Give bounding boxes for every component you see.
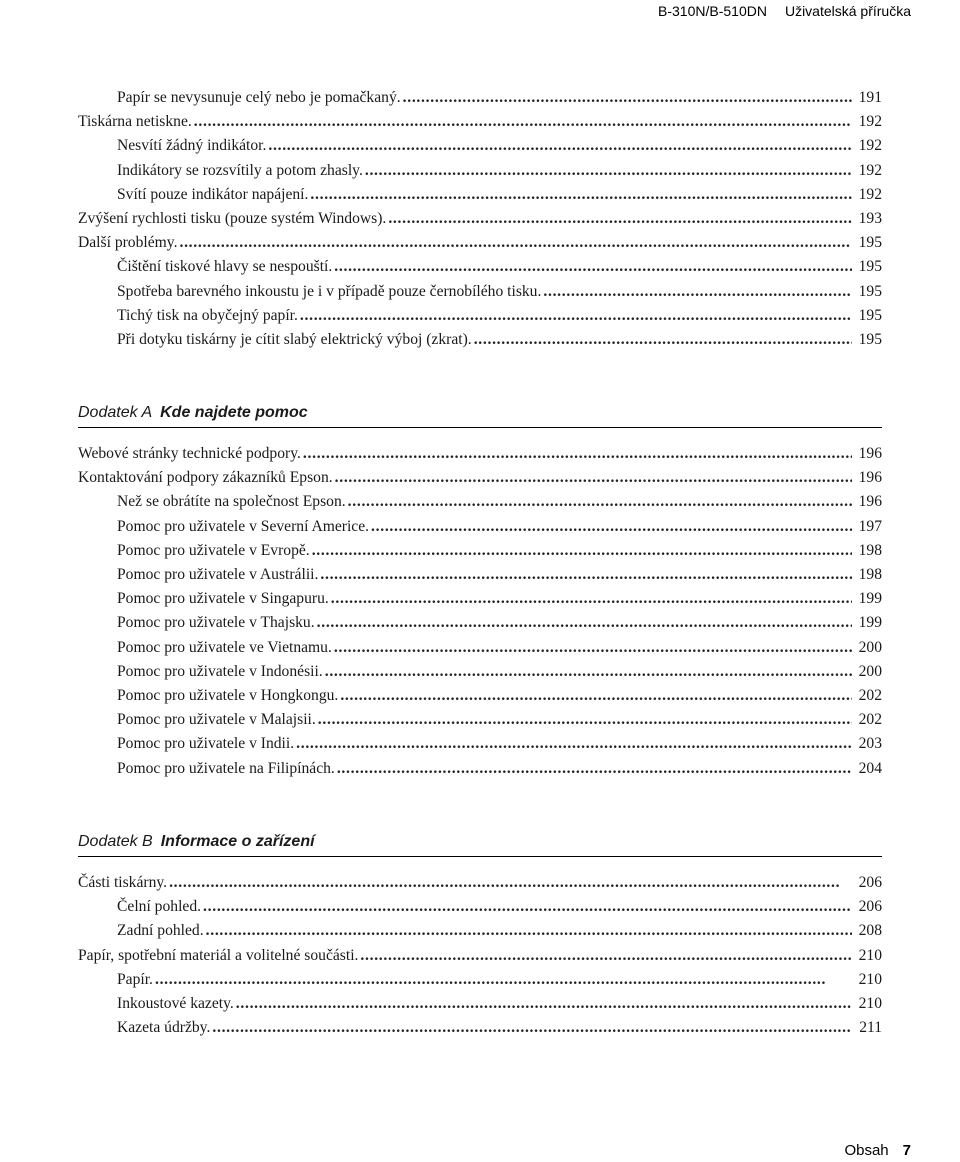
toc-entry[interactable] — [117, 757, 882, 781]
dot-leader — [334, 255, 852, 279]
toc-page-number: 196 — [858, 493, 882, 511]
dot-leader — [203, 895, 852, 919]
toc-entry-title: Pomoc pro uživatele v Thajsku. — [117, 614, 315, 632]
toc-page-number: 193 — [858, 210, 882, 227]
toc-page-number: 195 — [858, 331, 882, 348]
toc-entry[interactable] — [117, 304, 882, 328]
toc-entry-title: Při dotyku tiskárny je cítit slabý elektrický výboj (zkrat). — [117, 331, 472, 348]
toc-entry[interactable] — [117, 660, 882, 684]
appendix-label: Dodatek A — [78, 404, 153, 421]
toc-entry-title: Tichý tisk na obyčejný papír. — [117, 306, 298, 324]
toc-entry[interactable] — [78, 207, 882, 231]
toc-entry-title: Čelní pohled. — [117, 898, 202, 916]
toc-entry[interactable] — [117, 611, 882, 635]
appendix-heading — [78, 399, 882, 428]
toc-entry[interactable] — [117, 992, 882, 1016]
toc-page-number: 192 — [858, 185, 882, 203]
toc-page-number: 192 — [858, 137, 882, 155]
toc-entry[interactable] — [117, 280, 882, 304]
dot-leader — [318, 708, 852, 732]
appendix-label: Dodatek B — [78, 833, 153, 850]
dot-leader — [194, 110, 852, 134]
dot-leader — [325, 660, 852, 684]
toc-entry[interactable] — [117, 1016, 882, 1040]
toc-entry-title: Papír se nevysunuje celý nebo je pomačkaný. — [117, 89, 401, 106]
toc-entry-title: Pomoc pro uživatele v Indonésii. — [117, 662, 323, 680]
toc-entry[interactable] — [117, 732, 882, 756]
dot-leader — [268, 134, 852, 158]
appendix-title: Kde najdete pomoc — [160, 404, 308, 421]
toc-entry-title: Kontaktování podpory zákazníků Epson. — [78, 469, 333, 487]
dot-leader — [331, 587, 852, 611]
toc-page-number: 211 — [859, 1019, 882, 1037]
toc-page-number: 196 — [858, 469, 882, 487]
toc-entry-title: Další problémy. — [78, 234, 178, 252]
dot-leader — [340, 684, 852, 708]
dot-leader — [334, 636, 852, 660]
toc-entry-title: Než se obrátíte na společnost Epson. — [117, 493, 346, 511]
toc-entry-title: Papír. — [117, 970, 153, 988]
toc-entry-title: Pomoc pro uživatele v Severní Americe. — [117, 517, 370, 535]
toc-entry-title: Pomoc pro uživatele v Austrálii. — [117, 566, 319, 583]
toc-entry-title: Části tiskárny. — [78, 874, 168, 891]
toc-entry[interactable] — [117, 968, 882, 992]
toc-entry[interactable] — [117, 539, 882, 563]
toc-page-number: 200 — [858, 638, 882, 656]
toc-page-number: 195 — [858, 282, 882, 300]
toc-page-number: 206 — [858, 898, 882, 916]
toc-page-number: 191 — [858, 89, 882, 106]
toc-page-number: 200 — [858, 662, 882, 680]
dot-leader — [320, 563, 852, 587]
toc-entry[interactable] — [78, 442, 882, 466]
toc-page-number: 210 — [858, 970, 882, 988]
toc-entry-title: Pomoc pro uživatele v Singapuru. — [117, 590, 329, 608]
toc-entry-title: Nesvítí žádný indikátor. — [117, 137, 267, 155]
toc-entry[interactable] — [117, 919, 882, 943]
toc-page-number: 210 — [858, 995, 882, 1012]
dot-leader — [312, 539, 852, 563]
dot-leader — [403, 86, 852, 110]
dot-leader — [296, 732, 852, 756]
toc-entry-title: Webové stránky technické podpory. — [78, 445, 301, 462]
toc-page-number: 202 — [858, 687, 882, 704]
toc-entry[interactable] — [117, 636, 882, 660]
toc-entry-title: Inkoustové kazety. — [117, 995, 234, 1012]
toc-page-number: 197 — [858, 517, 882, 535]
dot-leader — [337, 757, 852, 781]
dot-leader — [348, 490, 852, 514]
toc-entry[interactable] — [117, 328, 882, 352]
toc-entry-title: Papír, spotřební materiál a volitelné součásti. — [78, 946, 359, 964]
toc-entry-title: Pomoc pro uživatele na Filipínách. — [117, 759, 335, 777]
toc-entry-title: Pomoc pro uživatele v Indii. — [117, 735, 295, 753]
toc-entry-title: Svítí pouze indikátor napájení. — [117, 185, 309, 203]
toc-page-number: 199 — [858, 614, 882, 632]
toc-entry[interactable] — [78, 871, 882, 895]
dot-leader — [303, 442, 852, 466]
toc-entry[interactable] — [78, 231, 882, 255]
dot-leader — [310, 183, 852, 207]
toc-entry[interactable] — [117, 183, 882, 207]
toc-page-number: 195 — [858, 258, 882, 276]
toc-entry-title: Zvýšení rychlosti tisku (pouze systém Windows). — [78, 210, 387, 227]
dot-leader — [317, 611, 852, 635]
dot-leader — [360, 944, 852, 968]
toc-page-number: 198 — [858, 541, 882, 559]
footer-label: Obsah — [844, 1142, 889, 1159]
dot-leader — [179, 231, 852, 255]
toc-page-number: 195 — [858, 306, 882, 324]
dot-leader — [169, 871, 852, 895]
toc-entry[interactable] — [117, 159, 882, 183]
toc-entry-title: Pomoc pro uživatele v Malajsii. — [117, 711, 316, 729]
toc-page-number: 206 — [858, 874, 882, 891]
toc-entry-title: Čištění tiskové hlavy se nespouští. — [117, 258, 333, 276]
toc-page-number: 208 — [858, 922, 882, 940]
toc-page-number: 195 — [858, 234, 882, 252]
toc-page-number: 192 — [858, 161, 882, 179]
toc-entry-title: Kazeta údržby. — [117, 1019, 211, 1037]
toc-entry[interactable] — [117, 587, 882, 611]
toc-entry[interactable] — [117, 708, 882, 732]
toc-entry-title: Pomoc pro uživatele v Hongkongu. — [117, 687, 339, 704]
dot-leader — [335, 466, 852, 490]
dot-leader — [474, 328, 852, 352]
toc-page-number: 204 — [858, 759, 882, 777]
toc-entry[interactable] — [117, 684, 882, 708]
appendix-title: Informace o zařízení — [160, 833, 315, 850]
dot-leader — [371, 515, 852, 539]
dot-leader — [300, 304, 852, 328]
toc-entry-title: Pomoc pro uživatele v Evropě. — [117, 541, 310, 559]
toc-entry[interactable] — [78, 944, 882, 968]
page-header — [658, 0, 911, 22]
toc-entry[interactable] — [117, 563, 882, 587]
footer-page-number: 7 — [902, 1142, 911, 1159]
dot-leader — [206, 919, 852, 943]
appendix-heading — [78, 828, 882, 857]
toc-entry[interactable] — [117, 134, 882, 158]
toc-page-number: 210 — [858, 946, 882, 964]
toc-page-number: 203 — [858, 735, 882, 753]
dot-leader — [543, 280, 852, 304]
toc-entry-title: Tiskárna netiskne. — [78, 113, 192, 131]
dot-leader — [155, 968, 852, 992]
toc-page-number: 199 — [858, 590, 882, 608]
toc-page-number: 196 — [858, 445, 882, 462]
dot-leader — [388, 207, 852, 231]
toc-entry[interactable] — [117, 895, 882, 919]
dot-leader — [212, 1016, 852, 1040]
toc-entry-title: Pomoc pro uživatele ve Vietnamu. — [117, 638, 332, 656]
header-guide-title: Uživatelská příručka — [784, 3, 911, 19]
toc-entry[interactable] — [117, 515, 882, 539]
toc-entry[interactable] — [117, 255, 882, 279]
dot-leader — [236, 992, 852, 1016]
toc-entry[interactable] — [78, 466, 882, 490]
toc-entry[interactable] — [117, 86, 882, 110]
toc-page-number: 192 — [858, 113, 882, 131]
toc-entry-title: Zadní pohled. — [117, 922, 204, 940]
toc-entry-title: Indikátory se rozsvítily a potom zhasly. — [117, 161, 363, 179]
toc-page-number: 198 — [858, 566, 882, 583]
toc-entry[interactable] — [78, 110, 882, 134]
dot-leader — [365, 159, 852, 183]
toc-entry[interactable] — [117, 490, 882, 514]
header-model: B-310N/B-510DN — [658, 3, 767, 19]
toc-page-number: 202 — [858, 711, 882, 729]
toc-entry-title: Spotřeba barevného inkoustu je i v případě pouze černobílého tisku. — [117, 282, 542, 300]
